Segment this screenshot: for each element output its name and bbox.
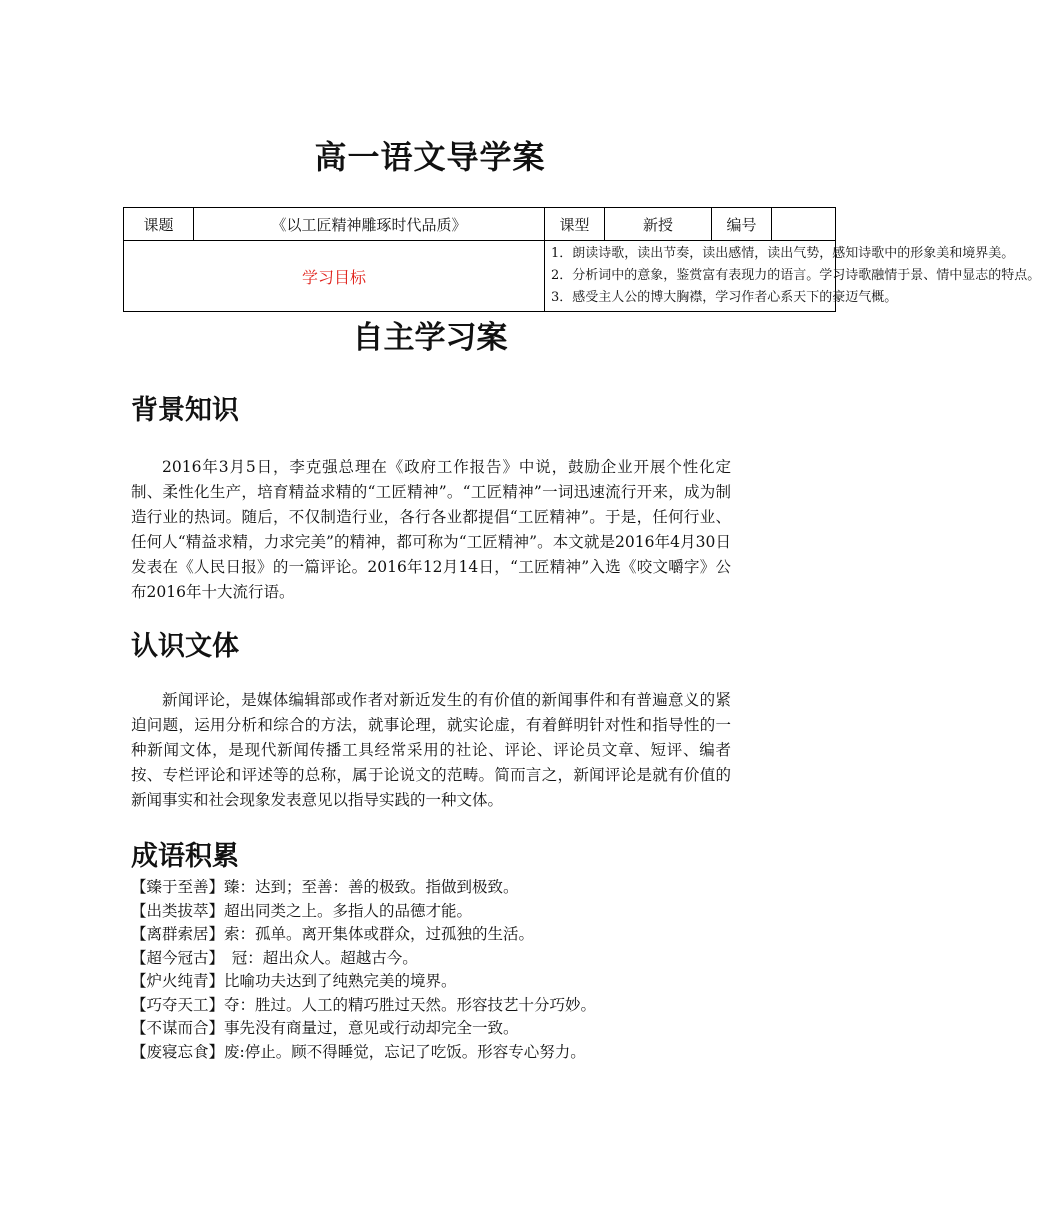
idiom-term: 【出类拔萃】 bbox=[131, 901, 225, 920]
page-title: 高一语文导学案 bbox=[314, 138, 546, 176]
idiom-list bbox=[131, 876, 751, 1064]
type-value: 新授 bbox=[605, 208, 712, 241]
topic-value: 《以工匠精神雕琢时代品质》 bbox=[194, 208, 545, 241]
lesson-info-table bbox=[123, 207, 1040, 312]
section-title: 自主学习案 bbox=[352, 320, 508, 356]
idiom-term: 【巧夺天工】 bbox=[131, 995, 225, 1014]
idiom-item bbox=[131, 994, 751, 1018]
idiom-explanation: 事先没有商量过，意见或行动却完全一致。 bbox=[224, 1019, 519, 1037]
type-label: 课型 bbox=[545, 208, 605, 241]
idioms-heading: 成语积累 bbox=[131, 841, 239, 872]
idiom-term: 【臻于至善】 bbox=[131, 878, 225, 896]
goals-label: 学习目标 bbox=[124, 241, 545, 312]
idiom-item bbox=[131, 1041, 751, 1065]
idiom-item bbox=[131, 900, 751, 924]
idiom-explanation: 废:停止。顾不得睡觉，忘记了吃饭。形容专心努力。 bbox=[224, 1042, 586, 1061]
goal-item: 2．分析词中的意象，鉴赏富有表现力的语言。学习诗歌融情于景、情中显志的特点。 bbox=[551, 268, 1040, 283]
idiom-term: 【炉火纯青】 bbox=[131, 972, 225, 990]
idiom-explanation: 比喻功夫达到了纯熟完美的境界。 bbox=[224, 972, 457, 990]
genre-heading: 认识文体 bbox=[131, 631, 239, 662]
idiom-term: 【超今冠古】 bbox=[131, 948, 217, 967]
idiom-explanation: 超出同类之上。多指人的品德才能。 bbox=[224, 901, 473, 920]
idiom-explanation: 冠：超出众人。超越古今。 bbox=[216, 948, 418, 967]
idiom-term: 【离群索居】 bbox=[131, 925, 225, 943]
idiom-explanation: 索：孤单。离开集体或群众，过孤独的生活。 bbox=[224, 925, 535, 943]
goal-item: 1．朗读诗歌，读出节奏，读出感情，读出气势，感知诗歌中的形象美和境界美。 bbox=[551, 246, 1015, 261]
goal-item: 3．感受主人公的博大胸襟，学习作者心系天下的豪迈气概。 bbox=[551, 290, 898, 305]
idiom-term: 【不谋而合】 bbox=[131, 1019, 225, 1037]
idiom-item bbox=[131, 876, 751, 900]
topic-label: 课题 bbox=[124, 208, 194, 241]
idiom-explanation: 夺：胜过。人工的精巧胜过天然。形容技艺十分巧妙。 bbox=[224, 995, 597, 1014]
number-label: 编号 bbox=[712, 208, 772, 241]
number-value bbox=[772, 208, 836, 241]
idiom-item bbox=[131, 970, 751, 994]
goals-list bbox=[545, 241, 1040, 312]
genre-text: 新闻评论，是媒体编辑部或作者对新近发生的有价值的新闻事件和有普遍意义的紧迫问题，运用分析和综合的方法，就事论理，就实论虚，有着鲜明针对性和指导性的一种新闻文体，是现代新闻传播工具经常采用的社论、评论、评论员文章、短评、编者按、专栏评论和评述等的总称，属于论说文的范畴。简而言之，新闻评论是就有价值的新闻事实和社会现象发表意见以指导实践的一种文体。 bbox=[131, 691, 731, 809]
idiom-explanation: 臻：达到；至善：善的极致。指做到极致。 bbox=[224, 878, 519, 896]
idiom-term: 【废寝忘食】 bbox=[131, 1042, 225, 1061]
background-heading: 背景知识 bbox=[131, 395, 239, 426]
background-text: 2016年3月5日，李克强总理在《政府工作报告》中说，鼓励企业开展个性化定制、柔性化生产，培育精益求精的“工匠精神”。“工匠精神”一词迅速流行开来，成为制造行业的热词。随后，不仅制造行业，各行各业都提倡“工匠精神”。于是，任何行业、任何人“精益求精，力求完美”的精神，都可称为“工匠精神”。本文就是2016年4月30日发表在《人民日报》的一篇评论。2016年12月14日，“工匠精神”入选《咬文嚼字》公布2016年十大流行语。 bbox=[131, 458, 731, 601]
idiom-item bbox=[131, 1017, 751, 1041]
idiom-item bbox=[131, 947, 751, 971]
idiom-item bbox=[131, 923, 751, 947]
